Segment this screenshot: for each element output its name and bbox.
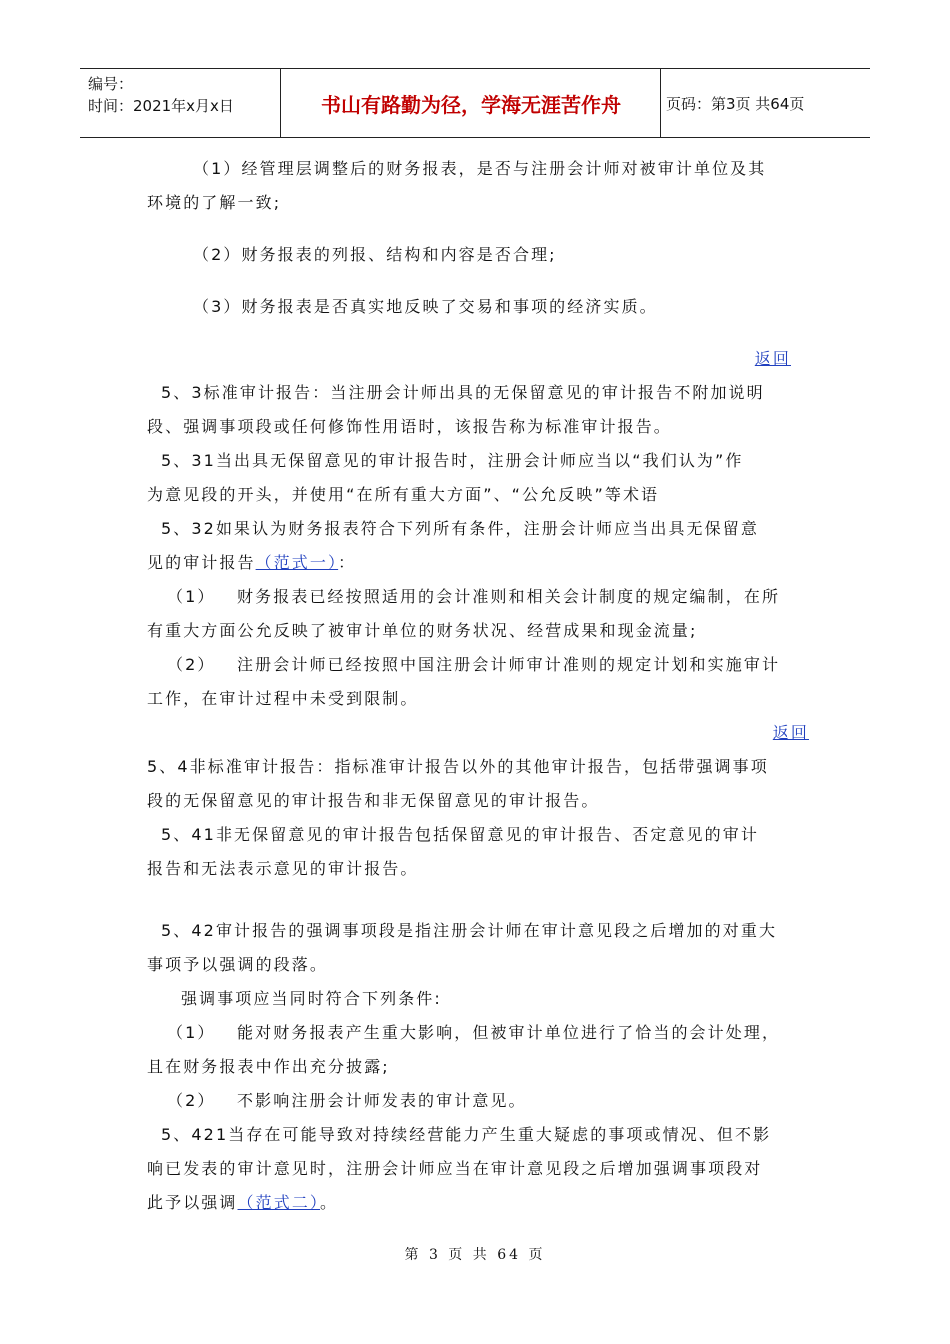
paragraph: 段、强调事项段或任何修饰性用语时，该报告称为标准审计报告。	[147, 417, 672, 436]
paragraph: 5、41非无保留意见的审计报告包括保留意见的审计报告、否定意见的审计	[161, 825, 759, 844]
paragraph: （1） 财务报表已经按照适用的会计准则和相关会计制度的规定编制，在所	[167, 587, 781, 606]
paragraph: 事项予以强调的段落。	[147, 955, 329, 974]
template-two-link[interactable]: （范式二）	[237, 1193, 321, 1212]
header-date: 时间：2021年x月x日	[88, 97, 234, 115]
back-link[interactable]: 返回	[754, 349, 791, 368]
paragraph: （2） 不影响注册会计师发表的审计意见。	[167, 1091, 527, 1110]
back-link[interactable]: 返回	[772, 723, 809, 742]
paragraph: 为意见段的开头，并使用“在所有重大方面”、“公允反映”等术语	[147, 485, 660, 504]
paragraph: 段的无保留意见的审计报告和非无保留意见的审计报告。	[147, 791, 600, 810]
paragraph: 环境的了解一致;	[147, 193, 282, 212]
paragraph: （2）财务报表的列报、结构和内容是否合理;	[193, 245, 557, 264]
paragraph: 工作，在审计过程中未受到限制。	[147, 689, 419, 708]
paragraph: （1）经管理层调整后的财务报表，是否与注册会计师对被审计单位及其	[193, 159, 767, 178]
template-one-link[interactable]: （范式一）	[255, 553, 339, 572]
header-meta	[88, 73, 234, 117]
paragraph: （3）财务报表是否真实地反映了交易和事项的经济实质。	[193, 297, 658, 316]
paragraph: 有重大方面公允反映了被审计单位的财务状况、经营成果和现金流量;	[147, 621, 698, 640]
paragraph	[147, 546, 807, 580]
header-divider-right	[660, 69, 661, 137]
paragraph: 5、421当存在可能导致对持续经营能力产生重大疑虑的事项或情况、但不影	[161, 1125, 772, 1144]
paragraph: （2） 注册会计师已经按照中国注册会计师审计准则的规定计划和实施审计	[167, 655, 781, 674]
page-footer: 第 3 页 共 64 页	[404, 1247, 546, 1263]
paragraph: （1） 能对财务报表产生重大影响，但被审计单位进行了恰当的会计处理，	[167, 1023, 781, 1042]
paragraph: 5、32如果认为财务报表符合下列所有条件，注册会计师应当出具无保留意	[161, 519, 759, 538]
header-page-info: 页码：第3页 共64页	[666, 94, 805, 113]
document-header	[80, 68, 870, 138]
paragraph: 5、42审计报告的强调事项段是指注册会计师在审计意见段之后增加的对重大	[161, 921, 778, 940]
paragraph: 5、4非标准审计报告：指标准审计报告以外的其他审计报告，包括带强调事项	[147, 757, 769, 776]
paragraph: 强调事项应当同时符合下列条件:	[181, 989, 442, 1008]
paragraph: 且在财务报表中作出充分披露;	[147, 1057, 390, 1076]
text: 见的审计报告	[147, 553, 256, 572]
paragraph	[147, 1186, 807, 1220]
text: 。	[320, 1193, 339, 1212]
paragraph: 5、3标准审计报告：当注册会计师出具的无保留意见的审计报告不附加说明	[161, 383, 765, 402]
paragraph: 响已发表的审计意见时，注册会计师应当在审计意见段之后增加强调事项段对	[147, 1159, 763, 1178]
document-body	[147, 152, 807, 1220]
paragraph: 5、31当出具无保留意见的审计报告时，注册会计师应当以“我们认为”作	[161, 451, 744, 470]
header-motto: 书山有路勤为径，学海无涯苦作舟	[321, 92, 621, 117]
text: ：	[338, 553, 357, 572]
paragraph: 报告和无法表示意见的审计报告。	[147, 859, 419, 878]
header-divider-left	[280, 69, 281, 137]
text: 此予以强调	[147, 1193, 238, 1212]
header-number: 编号：	[88, 75, 134, 93]
